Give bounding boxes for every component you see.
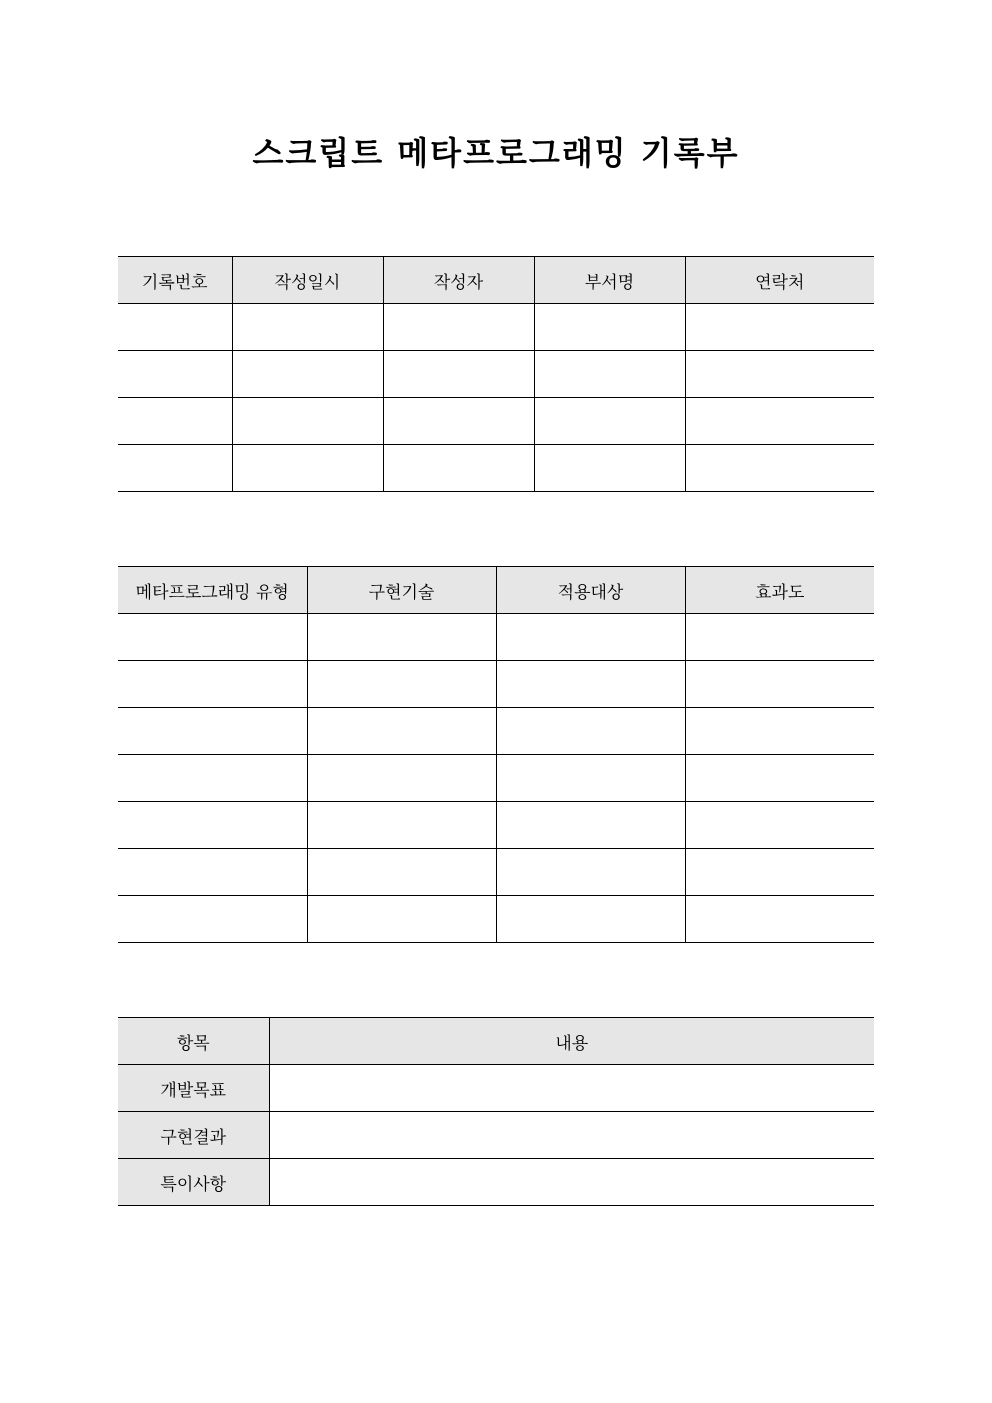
technique-cell[interactable] [307, 661, 496, 708]
metaprogramming-table [118, 566, 874, 943]
effectiveness-cell[interactable] [685, 802, 874, 849]
technique-cell[interactable] [307, 802, 496, 849]
written-datetime-cell[interactable] [232, 351, 383, 398]
table-row [118, 1065, 874, 1112]
effectiveness-cell[interactable] [685, 661, 874, 708]
table-row [118, 802, 874, 849]
effectiveness-cell[interactable] [685, 708, 874, 755]
header-contact: 연락처 [685, 257, 874, 304]
department-cell[interactable] [534, 304, 685, 351]
item-label-implementation-result: 구현결과 [118, 1112, 269, 1159]
table-row [118, 1112, 874, 1159]
table-header-row [118, 1018, 874, 1065]
department-cell[interactable] [534, 398, 685, 445]
item-label-remarks: 특이사항 [118, 1159, 269, 1206]
type-cell[interactable] [118, 614, 307, 661]
contact-cell[interactable] [685, 445, 874, 492]
effectiveness-cell[interactable] [685, 614, 874, 661]
type-cell[interactable] [118, 708, 307, 755]
target-cell[interactable] [496, 802, 685, 849]
development-goal-content-cell[interactable] [269, 1065, 874, 1112]
table-row [118, 445, 874, 492]
technique-cell[interactable] [307, 849, 496, 896]
type-cell[interactable] [118, 896, 307, 943]
header-target: 적용대상 [496, 567, 685, 614]
table-row [118, 398, 874, 445]
target-cell[interactable] [496, 708, 685, 755]
table-row [118, 755, 874, 802]
effectiveness-cell[interactable] [685, 896, 874, 943]
table-row [118, 614, 874, 661]
effectiveness-cell[interactable] [685, 849, 874, 896]
technique-cell[interactable] [307, 708, 496, 755]
table-row [118, 708, 874, 755]
written-datetime-cell[interactable] [232, 398, 383, 445]
header-content: 내용 [269, 1018, 874, 1065]
header-item: 항목 [118, 1018, 269, 1065]
author-cell[interactable] [383, 304, 534, 351]
summary-table [118, 1017, 874, 1206]
technique-cell[interactable] [307, 755, 496, 802]
table-row [118, 351, 874, 398]
record-info-table [118, 256, 874, 492]
record-number-cell[interactable] [118, 398, 232, 445]
remarks-content-cell[interactable] [269, 1159, 874, 1206]
record-number-cell[interactable] [118, 445, 232, 492]
type-cell[interactable] [118, 802, 307, 849]
header-department: 부서명 [534, 257, 685, 304]
technique-cell[interactable] [307, 614, 496, 661]
record-number-cell[interactable] [118, 304, 232, 351]
written-datetime-cell[interactable] [232, 445, 383, 492]
table-row [118, 661, 874, 708]
author-cell[interactable] [383, 351, 534, 398]
table-row [118, 896, 874, 943]
department-cell[interactable] [534, 351, 685, 398]
header-metaprogramming-type: 메타프로그래밍 유형 [118, 567, 307, 614]
technique-cell[interactable] [307, 896, 496, 943]
header-author: 작성자 [383, 257, 534, 304]
header-implementation-technique: 구현기술 [307, 567, 496, 614]
type-cell[interactable] [118, 661, 307, 708]
record-number-cell[interactable] [118, 351, 232, 398]
target-cell[interactable] [496, 755, 685, 802]
document-title: 스크립트 메타프로그래밍 기록부 [252, 134, 740, 172]
author-cell[interactable] [383, 445, 534, 492]
implementation-result-content-cell[interactable] [269, 1112, 874, 1159]
table-header-row [118, 257, 874, 304]
table-row [118, 1159, 874, 1206]
target-cell[interactable] [496, 849, 685, 896]
table-row [118, 304, 874, 351]
table-header-row [118, 567, 874, 614]
type-cell[interactable] [118, 755, 307, 802]
target-cell[interactable] [496, 896, 685, 943]
table-row [118, 849, 874, 896]
target-cell[interactable] [496, 614, 685, 661]
header-record-number: 기록번호 [118, 257, 232, 304]
effectiveness-cell[interactable] [685, 755, 874, 802]
contact-cell[interactable] [685, 351, 874, 398]
type-cell[interactable] [118, 849, 307, 896]
written-datetime-cell[interactable] [232, 304, 383, 351]
department-cell[interactable] [534, 445, 685, 492]
item-label-development-goal: 개발목표 [118, 1065, 269, 1112]
header-written-datetime: 작성일시 [232, 257, 383, 304]
target-cell[interactable] [496, 661, 685, 708]
contact-cell[interactable] [685, 398, 874, 445]
contact-cell[interactable] [685, 304, 874, 351]
header-effectiveness: 효과도 [685, 567, 874, 614]
author-cell[interactable] [383, 398, 534, 445]
